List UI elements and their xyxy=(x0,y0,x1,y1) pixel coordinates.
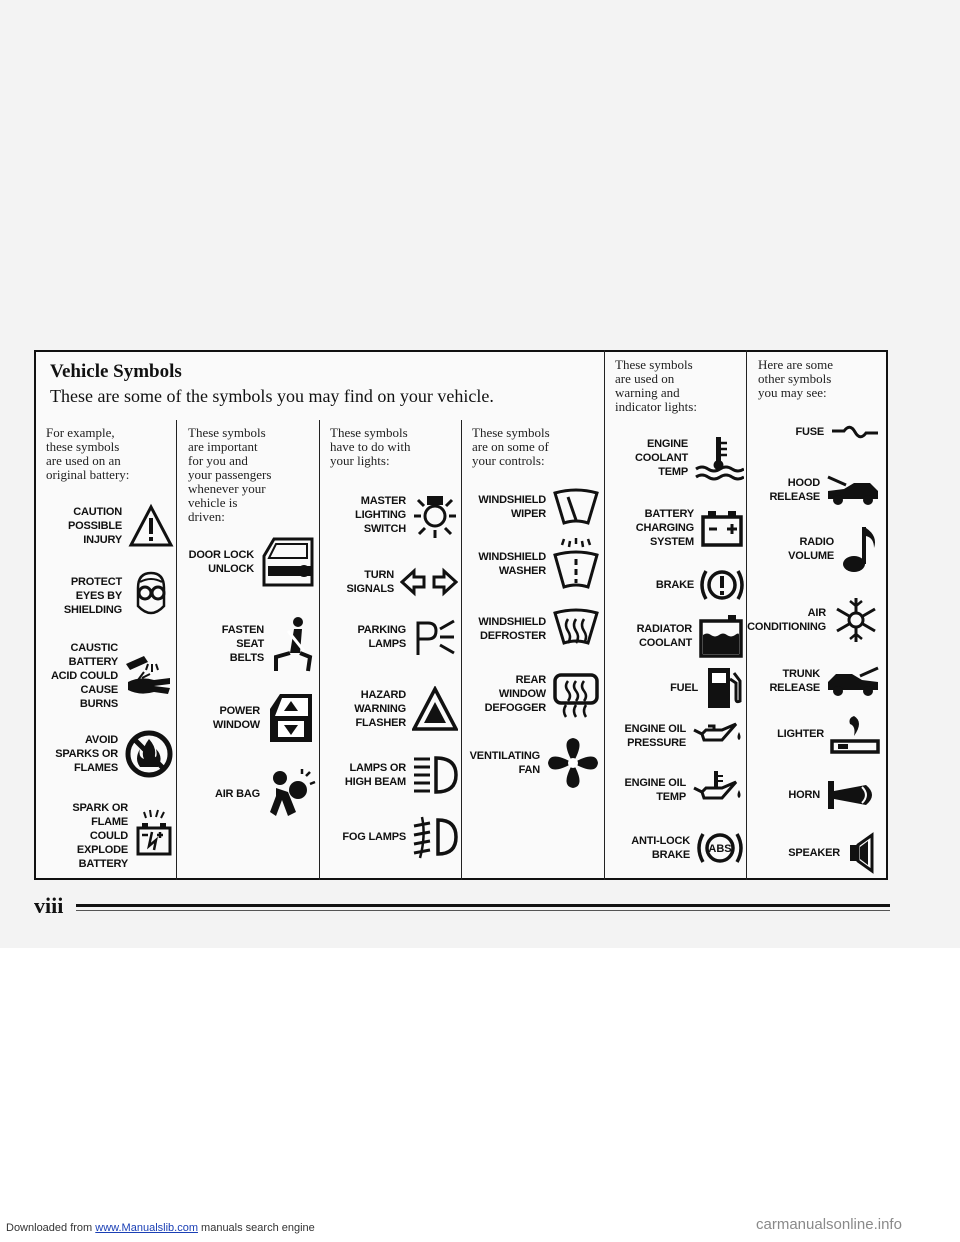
symbol-fuel xyxy=(606,664,744,712)
lighter-icon xyxy=(830,712,880,756)
symbol-label: RADIATOR COOLANT xyxy=(636,623,692,649)
symbol-label: MASTER LIGHTING SWITCH xyxy=(355,495,406,535)
symbol-label: CAUTION POSSIBLE INJURY xyxy=(67,506,122,546)
download-watermark xyxy=(6,1222,315,1234)
controls-intro: These symbols are on some of your controls: xyxy=(472,425,550,468)
symbol-label: ENGINE COOLANT TEMP xyxy=(635,438,688,478)
symbol-label: BATTERY CHARGING SYSTEM xyxy=(635,508,694,548)
column-divider xyxy=(319,420,320,880)
watermark-prefix: Downloaded from xyxy=(6,1222,96,1234)
master-lighting-icon xyxy=(412,490,458,540)
symbol-fog-lamps xyxy=(322,812,458,862)
symbol-defroster xyxy=(464,606,600,652)
symbol-lighter xyxy=(748,712,880,756)
power-window-icon xyxy=(266,691,316,745)
symbol-avoid-sparks xyxy=(40,726,174,782)
symbol-parking-lamps xyxy=(322,614,458,660)
symbol-label: ANTI-LOCK BRAKE xyxy=(631,835,690,861)
fuel-pump-icon xyxy=(704,665,744,711)
column-divider xyxy=(461,420,462,880)
symbol-label: REAR WINDOW DEFOGGER xyxy=(484,674,546,714)
symbol-label: RADIO VOLUME xyxy=(788,536,834,562)
symbol-label: HAZARD WARNING FLASHER xyxy=(354,689,406,729)
symbol-label: BRAKE xyxy=(655,579,694,591)
page-number: viii xyxy=(34,893,64,918)
music-note-icon xyxy=(840,524,880,574)
column-divider xyxy=(176,420,177,880)
symbol-label: AIR CONDITIONING xyxy=(747,607,826,633)
symbol-battery-charging xyxy=(606,504,744,552)
symbol-oil-temp xyxy=(606,768,744,812)
driving-intro: These symbols are important for you and your passengers whenever your vehicle is driven: xyxy=(188,425,272,524)
fog-lamps-icon xyxy=(412,814,458,860)
symbol-label: LAMPS OR HIGH BEAM xyxy=(344,762,406,788)
radiator-icon xyxy=(698,613,744,659)
coolant-temp-icon xyxy=(694,435,744,481)
symbol-label: WINDSHIELD WIPER xyxy=(478,494,546,520)
symbol-abs xyxy=(606,824,744,872)
seat-belt-icon xyxy=(270,615,316,673)
no-flame-icon xyxy=(124,729,174,779)
symbol-caution xyxy=(40,500,174,552)
symbol-label: WINDSHIELD DEFROSTER xyxy=(478,616,546,642)
symbol-label: ENGINE OIL TEMP xyxy=(624,777,686,803)
manualslib-link[interactable]: www.Manualslib.com xyxy=(95,1222,198,1234)
warning-intro: These symbols are used on warning and indicator lights: xyxy=(615,357,697,414)
symbol-turn-signals xyxy=(322,563,458,601)
oil-temp-icon xyxy=(692,770,744,810)
site-watermark: carmanualsonline.info xyxy=(756,1216,902,1233)
symbol-oil-pressure xyxy=(606,716,744,756)
symbol-label: ENGINE OIL PRESSURE xyxy=(624,723,686,749)
symbol-trunk-release xyxy=(748,660,880,702)
symbol-label: FUEL xyxy=(670,682,698,694)
door-lock-icon xyxy=(260,536,316,588)
footer-rule-thin xyxy=(76,910,890,911)
symbol-label: LIGHTER xyxy=(777,728,824,740)
page-subtitle: These are some of the symbols you may find on your vehicle. xyxy=(50,386,494,406)
snowflake-icon xyxy=(832,595,880,645)
symbol-fan xyxy=(464,734,600,792)
svg-text:ABS: ABS xyxy=(708,843,732,855)
symbol-power-window xyxy=(180,690,316,746)
symbol-label: VENTILATING FAN xyxy=(469,750,540,776)
symbol-speaker xyxy=(748,830,880,876)
symbol-caustic-acid xyxy=(40,640,174,712)
air-bag-icon xyxy=(266,768,316,820)
symbol-label: DOOR LOCK UNLOCK xyxy=(188,549,254,575)
lights-intro: These symbols have to do with your lights: xyxy=(330,425,411,468)
symbol-brake xyxy=(606,562,744,608)
symbol-horn xyxy=(748,774,880,816)
battery-intro: For example, these symbols are used on an original battery: xyxy=(46,425,130,482)
symbol-label: FOG LAMPS xyxy=(342,831,406,843)
watermark-suffix: manuals search engine xyxy=(197,1222,315,1234)
symbol-door-lock xyxy=(180,534,316,590)
symbol-label: FUSE xyxy=(795,426,824,438)
symbol-label: SPARK OR FLAME COULD EXPLODE BATTERY xyxy=(72,802,128,870)
turn-signals-icon xyxy=(400,567,458,597)
symbol-coolant-temp xyxy=(606,434,744,482)
exploding-battery-icon xyxy=(134,808,174,864)
symbol-washer xyxy=(464,535,600,593)
fan-icon xyxy=(546,736,600,790)
symbol-rear-defogger xyxy=(464,666,600,722)
other-intro: Here are some other symbols you may see: xyxy=(758,357,834,400)
symbol-label: CAUSTIC BATTERY ACID COULD CAUSE BURNS xyxy=(50,642,118,710)
symbol-label: WINDSHIELD WASHER xyxy=(478,551,546,577)
footer-rule xyxy=(76,904,890,907)
symbol-label: PROTECT EYES BY SHIELDING xyxy=(63,576,122,616)
fuse-icon xyxy=(830,421,880,443)
symbol-label: SPEAKER xyxy=(788,847,840,859)
symbol-radiator xyxy=(606,612,744,660)
rear-defogger-icon xyxy=(552,669,600,719)
symbol-label: AVOID SPARKS OR FLAMES xyxy=(55,734,118,774)
symbol-label: PARKING LAMPS xyxy=(357,624,406,650)
hood-release-icon xyxy=(826,473,880,507)
symbol-label: TRUNK RELEASE xyxy=(769,668,820,694)
symbol-high-beam xyxy=(322,750,458,800)
washer-icon xyxy=(552,537,600,591)
symbol-wiper xyxy=(464,484,600,530)
symbol-label: FASTEN SEAT BELTS xyxy=(221,624,264,664)
wiper-icon xyxy=(552,487,600,527)
column-divider xyxy=(604,350,605,880)
symbol-fuse xyxy=(748,418,880,446)
oil-can-icon xyxy=(692,720,744,752)
symbol-master-lighting xyxy=(322,488,458,542)
hazard-triangle-icon xyxy=(412,686,458,732)
symbol-air-bag xyxy=(180,766,316,822)
symbol-protect-eyes xyxy=(40,567,174,625)
symbol-label: TURN SIGNALS xyxy=(346,569,394,595)
caution-triangle-icon xyxy=(128,503,174,549)
symbol-radio-volume xyxy=(748,524,880,574)
symbol-label: AIR BAG xyxy=(214,788,260,800)
symbol-hazard xyxy=(322,682,458,736)
battery-icon xyxy=(700,508,744,548)
acid-hand-icon xyxy=(124,650,174,702)
symbol-seat-belt xyxy=(180,614,316,674)
trunk-release-icon xyxy=(826,664,880,698)
symbol-spark-explode xyxy=(40,800,174,872)
symbol-label: POWER WINDOW xyxy=(212,705,260,731)
goggles-face-icon xyxy=(128,570,174,622)
symbol-label: HOOD RELEASE xyxy=(769,477,820,503)
abs-icon xyxy=(696,826,744,870)
parking-lamps-icon xyxy=(412,617,458,657)
horn-icon xyxy=(826,777,880,813)
brake-icon xyxy=(700,563,744,607)
speaker-icon xyxy=(846,831,880,875)
high-beam-icon xyxy=(412,752,458,798)
symbol-hood-release xyxy=(748,470,880,510)
symbol-air-conditioning xyxy=(748,590,880,650)
page-title: Vehicle Symbols xyxy=(50,361,182,382)
symbol-label: HORN xyxy=(788,789,820,801)
defroster-icon xyxy=(552,607,600,651)
